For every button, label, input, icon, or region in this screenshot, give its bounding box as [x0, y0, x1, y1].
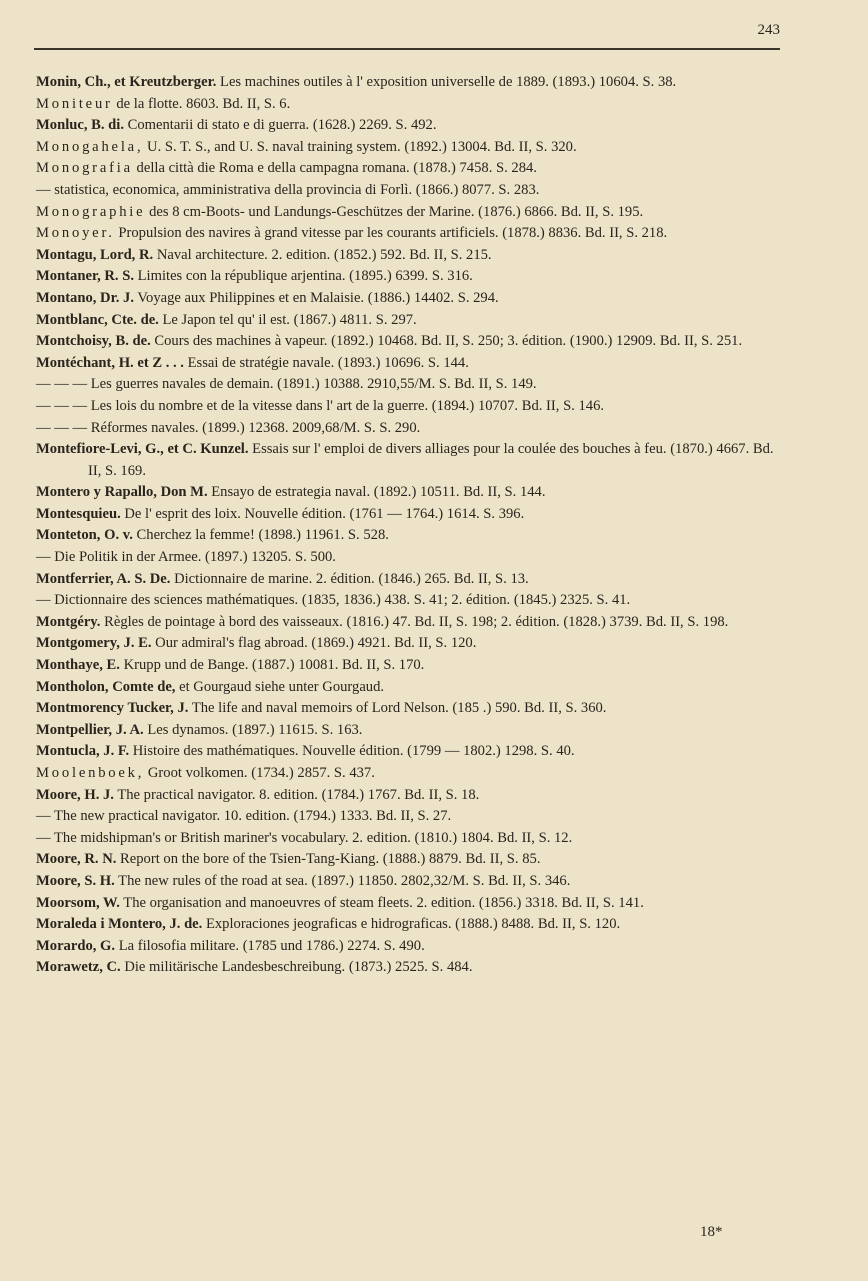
- catalog-entry: [36, 374, 780, 396]
- entry-author: Montholon, Comte de,: [36, 678, 176, 695]
- entry-details: La filosofia militare. (1785 und 1786.) 2274. S. 490.: [115, 937, 425, 954]
- entry-details: Ensayo de estrategia naval. (1892.) 10511. Bd. II, S. 144.: [207, 484, 546, 501]
- catalog-entry: [36, 525, 780, 547]
- entry-title-spaced: Moniteur: [36, 95, 113, 112]
- entry-details: Les machines outiles à l' exposition universelle de 1889. (1893.) 10604. S. 38.: [216, 74, 677, 90]
- catalog-entry: [36, 957, 780, 979]
- entry-details: Essais sur l' emploi de divers alliages pour la coulée des bouches à feu. (1870.) 4667. Bd. II, S. 169.: [88, 441, 774, 479]
- entry-details: The practical navigator. 8. edition. (1784.) 1767. Bd. II, S. 18.: [113, 786, 480, 803]
- entry-author: Montferrier, A. S. De.: [36, 570, 171, 587]
- entry-details: des 8 cm-Boots- und Landungs-Geschützes der Marine. (1876.) 6866. Bd. II, S. 195.: [145, 203, 644, 220]
- entry-list: [36, 72, 780, 979]
- catalog-entry: [36, 396, 780, 418]
- catalog-entry: [36, 137, 780, 159]
- catalog-entry: [36, 893, 780, 915]
- entry-details: Limites con la république arjentina. (1895.) 6399. S. 316.: [133, 268, 473, 285]
- entry-author: Montpellier, J. A.: [36, 721, 144, 738]
- entry-details: Groot volkomen. (1734.) 2857. S. 437.: [144, 765, 375, 781]
- entry-details: Naval architecture. 2. edition. (1852.) 592. Bd. II, S. 215.: [153, 246, 492, 263]
- catalog-entry: [36, 266, 780, 288]
- catalog-entry: [36, 741, 780, 763]
- catalog-entry: [36, 353, 780, 375]
- entry-author: Moorsom, W.: [36, 894, 120, 911]
- catalog-entry: [36, 849, 780, 871]
- entry-details: The organisation and manoeuvres of steam fleets. 2. edition. (1856.) 3318. Bd. II, S. 141.: [119, 894, 644, 911]
- entry-author: Montgéry.: [36, 613, 101, 630]
- catalog-entry: [36, 331, 780, 353]
- entry-details: Le Japon tel qu' il est. (1867.) 4811. S. 297.: [158, 311, 417, 328]
- entry-author: Monteton, O. v.: [36, 527, 133, 544]
- footer-signature: 18*: [700, 1224, 723, 1240]
- entry-details: Histoire des mathématiques. Nouvelle édition. (1799 — 1802.) 1298. S. 40.: [129, 743, 575, 760]
- entry-author: Montéchant, H. et Z . . .: [36, 354, 184, 371]
- entry-title-spaced: Moolenboek,: [36, 765, 145, 781]
- catalog-entry: [36, 612, 780, 634]
- catalog-entry: [36, 223, 780, 245]
- entry-details: Comentarii di stato e di guerra. (1628.) 2269. S. 492.: [123, 117, 437, 134]
- entry-author: Moore, H. J.: [36, 786, 114, 803]
- catalog-entry: [36, 504, 780, 526]
- catalog-entry: [36, 763, 780, 785]
- entry-details: Règles de pointage à bord des vaisseaux. (1816.) 47. Bd. II, S. 198; 2. édition. (1828.) 3739. Bd. II, S. 198.: [100, 613, 729, 630]
- entry-author: Morardo, G.: [36, 937, 116, 954]
- entry-author: Moore, S. H.: [36, 872, 115, 889]
- entry-details: Cours des machines à vapeur. (1892.) 10468. Bd. II, S. 250; 3. édition. (1900.) 12909. Bd. II, S. 251.: [150, 333, 743, 350]
- entry-details: Krupp und de Bange. (1887.) 10081. Bd. II, S. 170.: [119, 657, 425, 674]
- catalog-entry: [36, 180, 780, 202]
- entry-details: — — — Réformes navales. (1899.) 12368. 2009,68/M. S. S. 290.: [36, 419, 421, 436]
- catalog-entry: [36, 547, 780, 569]
- entry-title-spaced: Monoyer.: [36, 225, 115, 242]
- entry-details: della città die Roma e della campagna romana. (1878.) 7458. S. 284.: [132, 160, 537, 177]
- catalog-entry: [36, 655, 780, 677]
- entry-details: Essai de stratégie navale. (1893.) 10696. S. 144.: [183, 354, 469, 371]
- entry-details: — The new practical navigator. 10. edition. (1794.) 1333. Bd. II, S. 27.: [36, 808, 452, 825]
- catalog-entry: [36, 482, 780, 504]
- entry-title-spaced: Monografia: [36, 160, 133, 177]
- entry-author: Montchoisy, B. de.: [36, 333, 151, 350]
- catalog-entry: [36, 94, 780, 116]
- catalog-entry: [36, 418, 780, 440]
- entry-author: Montefiore-Levi, G., et C. Kunzel.: [36, 441, 249, 458]
- catalog-entry: [36, 720, 780, 742]
- entry-details: — Die Politik in der Armee. (1897.) 13205. S. 500.: [36, 549, 336, 566]
- catalog-entry: [36, 677, 780, 699]
- catalog-entry: [36, 785, 780, 807]
- entry-author: Montano, Dr. J.: [36, 289, 134, 306]
- entry-author: Montucla, J. F.: [36, 743, 130, 760]
- entry-author: Montmorency Tucker, J.: [36, 700, 189, 717]
- entry-details: et Gourgaud siehe unter Gourgaud.: [175, 678, 385, 695]
- entry-details: The new rules of the road at sea. (1897.) 11850. 2802,32/M. S. Bd. II, S. 346.: [114, 872, 571, 889]
- catalog-entry: [36, 936, 780, 958]
- catalog-entry: [36, 158, 780, 180]
- catalog-entry: [36, 828, 780, 850]
- page-number: 243: [757, 22, 780, 38]
- entry-details: — — — Les guerres navales de demain. (1891.) 10388. 2910,55/M. S. Bd. II, S. 149.: [36, 376, 537, 393]
- entry-title-spaced: Monographie: [36, 203, 146, 220]
- entry-author: Monluc, B. di.: [36, 117, 124, 134]
- entry-details: — — — Les lois du nombre et de la vitesse dans l' art de la guerre. (1894.) 10707. Bd. II, S. 146.: [36, 397, 605, 414]
- catalog-entry: [36, 72, 780, 94]
- entry-title-spaced: Monogahela,: [36, 138, 144, 155]
- entry-author: Moraleda i Montero, J. de.: [36, 916, 203, 933]
- entry-details: Les dynamos. (1897.) 11615. S. 163.: [143, 721, 363, 738]
- entry-author: Monin, Ch., et Kreutzberger.: [36, 74, 217, 90]
- header-rule: [34, 48, 780, 50]
- entry-author: Montaner, R. S.: [36, 268, 134, 285]
- catalog-entry: [36, 115, 780, 137]
- entry-author: Montero y Rapallo, Don M.: [36, 484, 208, 501]
- catalog-entry: [36, 288, 780, 310]
- entry-details: Die militärische Landesbeschreibung. (1873.) 2525. S. 484.: [120, 959, 473, 976]
- entry-details: De l' esprit des loix. Nouvelle édition. (1761 — 1764.) 1614. S. 396.: [120, 505, 525, 522]
- catalog-entry: [36, 245, 780, 267]
- entry-author: Moore, R. N.: [36, 851, 117, 868]
- catalog-entry: [36, 439, 780, 482]
- entry-details: de la flotte. 8603. Bd. II, S. 6.: [112, 95, 291, 112]
- entry-author: Morawetz, C.: [36, 959, 121, 976]
- entry-details: — The midshipman's or British mariner's vocabulary. 2. edition. (1810.) 1804. Bd. II, S. 12.: [36, 829, 573, 846]
- catalog-entry: [36, 310, 780, 332]
- catalog-entry: [36, 871, 780, 893]
- catalog-entry: [36, 202, 780, 224]
- entry-details: Report on the bore of the Tsien-Tang-Kiang. (1888.) 8879. Bd. II, S. 85.: [116, 851, 541, 868]
- entry-details: The life and naval memoirs of Lord Nelson. (185 .) 590. Bd. II, S. 360.: [188, 700, 607, 717]
- entry-details: — Dictionnaire des sciences mathématiques. (1835, 1836.) 438. S. 41; 2. édition. (1845.) 2325. S. 41.: [36, 592, 631, 609]
- entry-author: Montesquieu.: [36, 505, 121, 522]
- catalog-entry: [36, 806, 780, 828]
- entry-details: Exploraciones jeograficas e hidrograficas. (1888.) 8488. Bd. II, S. 120.: [202, 916, 621, 933]
- entry-details: Cherchez la femme! (1898.) 11961. S. 528.: [132, 527, 389, 544]
- entry-details: Dictionnaire de marine. 2. édition. (1846.) 265. Bd. II, S. 13.: [170, 570, 529, 587]
- entry-author: Montgomery, J. E.: [36, 635, 152, 652]
- catalog-entry: [36, 698, 780, 720]
- entry-author: Montagu, Lord, R.: [36, 246, 154, 263]
- entry-details: Propulsion des navires à grand vitesse par les courants artificiels. (1878.) 8836. Bd. II, S. 218.: [114, 225, 668, 242]
- entry-author: Monthaye, E.: [36, 657, 120, 674]
- catalog-entry: [36, 633, 780, 655]
- entry-author: Montblanc, Cte. de.: [36, 311, 159, 328]
- entry-details: Voyage aux Philippines et en Malaisie. (1886.) 14402. S. 294.: [133, 289, 499, 306]
- catalog-entry: [36, 914, 780, 936]
- entry-details: U. S. T. S., and U. S. naval training system. (1892.) 13004. Bd. II, S. 320.: [143, 138, 577, 155]
- entry-details: — statistica, economica, amministrativa della provincia di Forlì. (1866.) 8077. S. 283.: [36, 181, 540, 198]
- catalog-entry: [36, 569, 780, 591]
- catalog-entry: [36, 590, 780, 612]
- entry-details: Our admiral's flag abroad. (1869.) 4921. Bd. II, S. 120.: [151, 635, 477, 652]
